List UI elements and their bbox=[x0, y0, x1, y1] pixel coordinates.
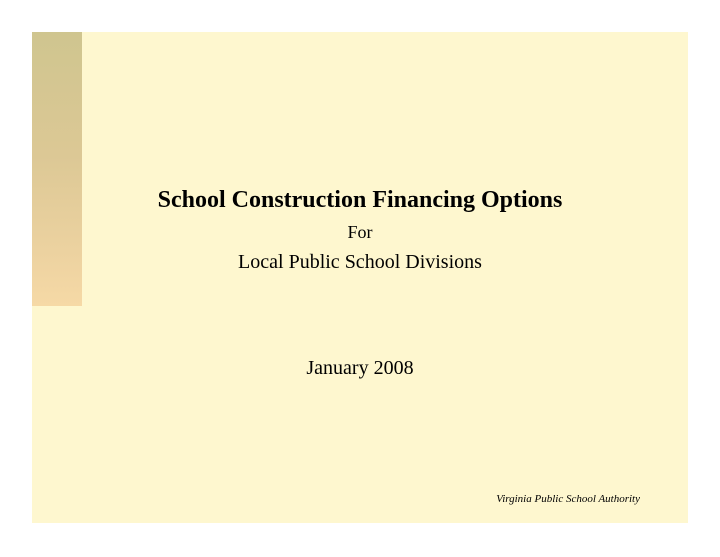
slide-footer-organization: Virginia Public School Authority bbox=[496, 493, 640, 505]
slide-subtitle-divisions: Local Public School Divisions bbox=[238, 251, 482, 273]
slide-date: January 2008 bbox=[306, 357, 414, 379]
slide bbox=[32, 32, 688, 523]
slide-subtitle-for: For bbox=[347, 222, 373, 242]
slide-title: School Construction Financing Options bbox=[157, 187, 563, 213]
